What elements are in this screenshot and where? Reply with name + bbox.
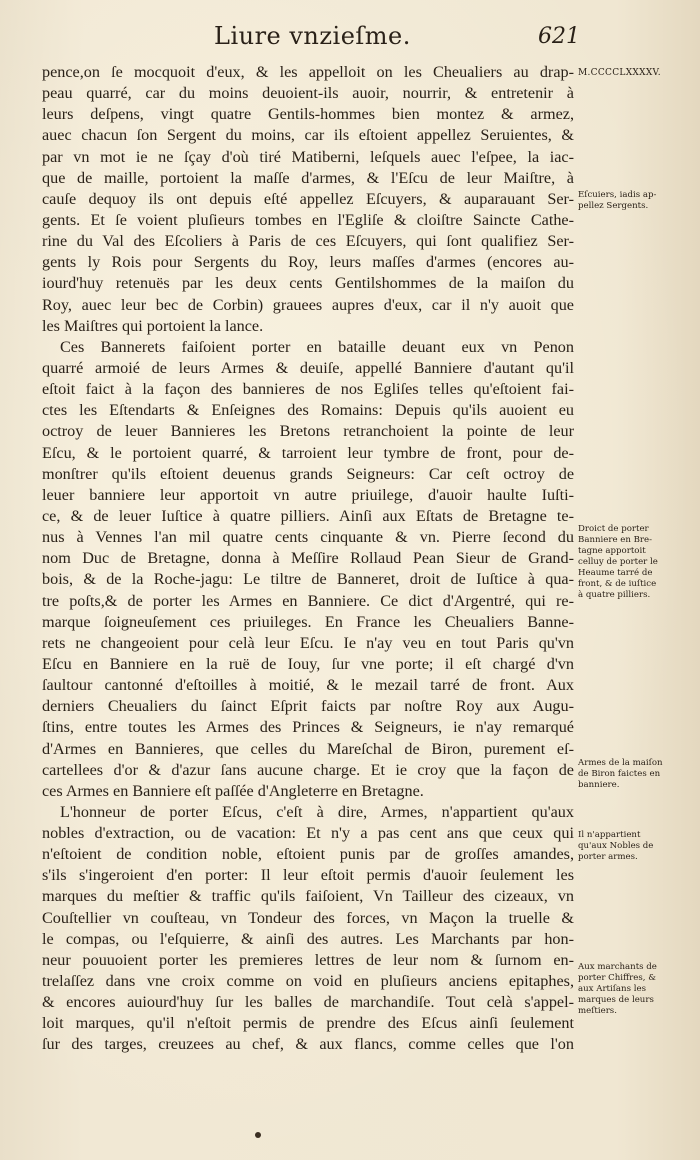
text-line: ſur des targes, creuzees au chef, & aux flancs, comme celles que l'on — [42, 1035, 574, 1054]
margin-note-line: tagne apportoit — [578, 546, 646, 556]
margin-note-line: Droict de porter — [578, 524, 649, 534]
text-line: gents. Et ſe voient pluſieurs tombes en l'Egliſe & cloiſtre Saincte Cathe- — [42, 210, 574, 229]
text-line: ces Armes en Banniere eſt paſſée d'Angleterre en Bretagne. — [42, 781, 424, 800]
text-line: L'honneur de porter Eſcus, c'eſt à dire, Armes, n'appartient qu'aux — [60, 802, 574, 821]
margin-note — [578, 962, 657, 1017]
margin-note — [578, 758, 663, 791]
margin-note-line: à quatre pilliers. — [578, 590, 651, 600]
text-line: leurs deſpens, vingt quatre Gentils-hommes bien montez & armez, — [42, 105, 574, 124]
margin-note-line: front, & de iuſtice — [578, 579, 657, 589]
text-line: s'ils s'ingeroient d'en porter: Il leur eſtoit permis d'auoir ſeulement les — [42, 866, 574, 885]
text-line: peau quarré, car du moins deuoient-ils auoir, nourrir, & entretenir à — [42, 84, 574, 103]
page-header — [0, 18, 700, 58]
text-line: iourd'huy retenuës par les deux cents Gentilshommes de la maiſon du — [42, 274, 574, 293]
text-line: loit marques, qu'il n'eſtoit permis de prendre des Eſcus ainſi ſeulement — [42, 1014, 574, 1033]
margin-note-line: qu'aux Nobles de — [578, 841, 654, 851]
text-line: leuer banniere leur apportoit vn autre priuilege, d'auoir haulte Iuſti- — [42, 485, 574, 504]
text-line: nus à Vennes l'an mil quatre cents cinquante & vn. Pierre ſecond du — [42, 528, 574, 547]
text-line: cauſe dequoy ils ont depuis eſté appellez Eſcuyers, & auparauant Ser- — [42, 189, 574, 208]
margin-note-line: marques de leurs — [578, 995, 654, 1005]
margin-note — [578, 524, 658, 601]
text-line: ctes les Eſtendarts & Enſeignes des Romains: Depuis qu'ils auoient eu — [42, 401, 574, 420]
text-line: tre poſts,& de porter les Armes en Banniere. Ce dict d'Argentré, qui re- — [42, 591, 574, 610]
text-line: rets ne changeoient pour celà leur Eſcu. Ie n'ay veu en tout Paris qu'vn — [42, 633, 574, 652]
text-line: Eſcu, & le portoient quarré, & tarroient leur tymbre de front, pour de- — [42, 443, 574, 462]
text-line: & encores auiourd'huy ſur les balles de marchandiſe. Tout celà s'appel- — [42, 993, 574, 1012]
text-line: ſaultour cantonné d'eſtoilles à moitié, & le mezail tarré de front. Aux — [42, 676, 574, 695]
margin-note-line: M.CCCCLXXXXV. — [578, 68, 661, 78]
margin-note-line: meſtiers. — [578, 1006, 617, 1016]
text-line: gents ly Rois pour Sergents du Roy, leurs maſſes d'armes (encores au- — [42, 253, 574, 272]
text-line: nobles d'extraction, ou de vacation: Et n'y a pas cent ans que ceux qui — [42, 824, 574, 843]
text-line: neur pouuoient porter les premieres lettres de leur nom & ſurnom en- — [42, 950, 574, 969]
text-line: trelaſſez dans vne croix comme on void en pluſieurs anciens epitaphes, — [42, 972, 574, 991]
text-line: Ces Bannerets faiſoient porter en bataille deuant eux vn Penon — [60, 337, 574, 356]
page-number: 621 — [538, 24, 580, 49]
text-line: marque ſoigneuſement ces priuileges. En France les Cheualiers Banne- — [42, 612, 574, 631]
text-line: ſtins, entre toutes les Armes des Princes & Seigneurs, ie n'ay remarqué — [42, 718, 574, 737]
text-line: par vn mot ie ne ſçay d'où tiré Matiberni, leſquels auec l'eſpee, la iac- — [42, 147, 574, 166]
margin-note-line: aux Artiſans les — [578, 984, 646, 994]
text-line: quarré armoié de leurs Armes & deuiſe, appellé Banniere d'autant qu'il — [42, 358, 574, 377]
text-line: octroy de leuer Bannieres les Bretons retranchoient la pointe de leur — [42, 422, 574, 441]
margin-note-line: Heaume tarré de — [578, 568, 653, 578]
text-line: marques du meſtier & traffic qu'ils faiſoient, Vn Tailleur des cizeaux, vn — [42, 887, 574, 906]
text-line: Roy, auec leur bec de Corbin) grauees aupres d'eux, car il n'y auoit que — [42, 295, 574, 314]
text-line: pence,on ſe mocquoit d'eux, & les appelloit on les Cheualiers au drap- — [42, 63, 574, 81]
margin-note-line: Il n'appartient — [578, 830, 641, 840]
text-line: auec chacun ſon Sergent du moins, car ils eſtoient appellez Seruientes, & — [42, 126, 574, 145]
margin-note — [578, 190, 656, 212]
text-line: ce, & de leuer Iuſtice à quatre pilliers. Ainſi aux Eſtats de Bretagne te- — [42, 506, 574, 525]
text-line: le compas, ou l'eſquierre, & ainſi des autres. Les Marchants par hon- — [42, 929, 574, 948]
margin-note-line: porter Chiffres, & — [578, 973, 656, 983]
main-text-block — [42, 62, 574, 1056]
text-line: derniers Cheualiers du ſainct Eſprit faicts par noſtre Roy aux Augu- — [42, 697, 574, 716]
margin-date-reference — [578, 68, 661, 79]
text-line: eſtoit faict à la façon des bannieres de nos Egliſes telles qu'eſtoient fai- — [42, 380, 574, 399]
running-title: Liure vnzieſme. — [214, 22, 411, 50]
text-line: d'Armes en Bannieres, que celles du Mareſchal de Biron, purement eſ- — [42, 739, 574, 758]
margin-note-line: Eſcuiers, iadis ap- — [578, 190, 657, 200]
text-line: monſtrer qu'ils eſtoient deuenus grands Seigneurs: Car ceſt octroy de — [42, 464, 574, 483]
text-line: rine du Val des Eſcoliers à Paris de ces Eſcuyers, qui ſont qualifiez Ser- — [42, 232, 574, 251]
text-line: nom Duc de Bretagne, donna à Meſſire Rollaud Pean Sieur de Grand- — [42, 549, 574, 568]
text-line: que de maille, portoient la maſſe d'armes, & l'Eſcu de leur Maiſtre, à — [42, 168, 574, 187]
margin-note-line: banniere. — [578, 780, 620, 790]
margin-note-line: de Biron faictes en — [578, 769, 661, 779]
margin-note — [578, 830, 653, 863]
margin-note-line: pellez Sergents. — [578, 201, 649, 211]
text-line: cartellees d'or & d'azur ſans aucune charge. Et ie croy que la façon de — [42, 760, 574, 779]
text-line: n'eſtoient de condition noble, eſtoient punis par de groſſes amandes, — [42, 845, 574, 864]
text-line: les Maiſtres qui portoient la lance. — [42, 316, 264, 335]
margin-note-line: porter armes. — [578, 852, 638, 862]
margin-note-line: Armes de la maiſon — [578, 758, 663, 768]
margin-note-line: Banniere en Bre- — [578, 535, 653, 545]
text-line: bois, & de la Roche-jagu: Le tiltre de Banneret, droit de Iuſtice à qua- — [42, 570, 574, 589]
margin-note-line: Aux marchants de — [578, 962, 657, 972]
text-line: Couſtellier vn couſteau, vn Tondeur des forces, vn Maçon la truelle & — [42, 908, 574, 927]
margin-note-line: celluy de porter le — [578, 557, 658, 567]
text-line: Eſcu en Banniere en la ruë de Iouy, ſur vne porte; il eſt chargé d'vn — [42, 654, 574, 673]
bottom-ornament — [255, 1132, 261, 1138]
